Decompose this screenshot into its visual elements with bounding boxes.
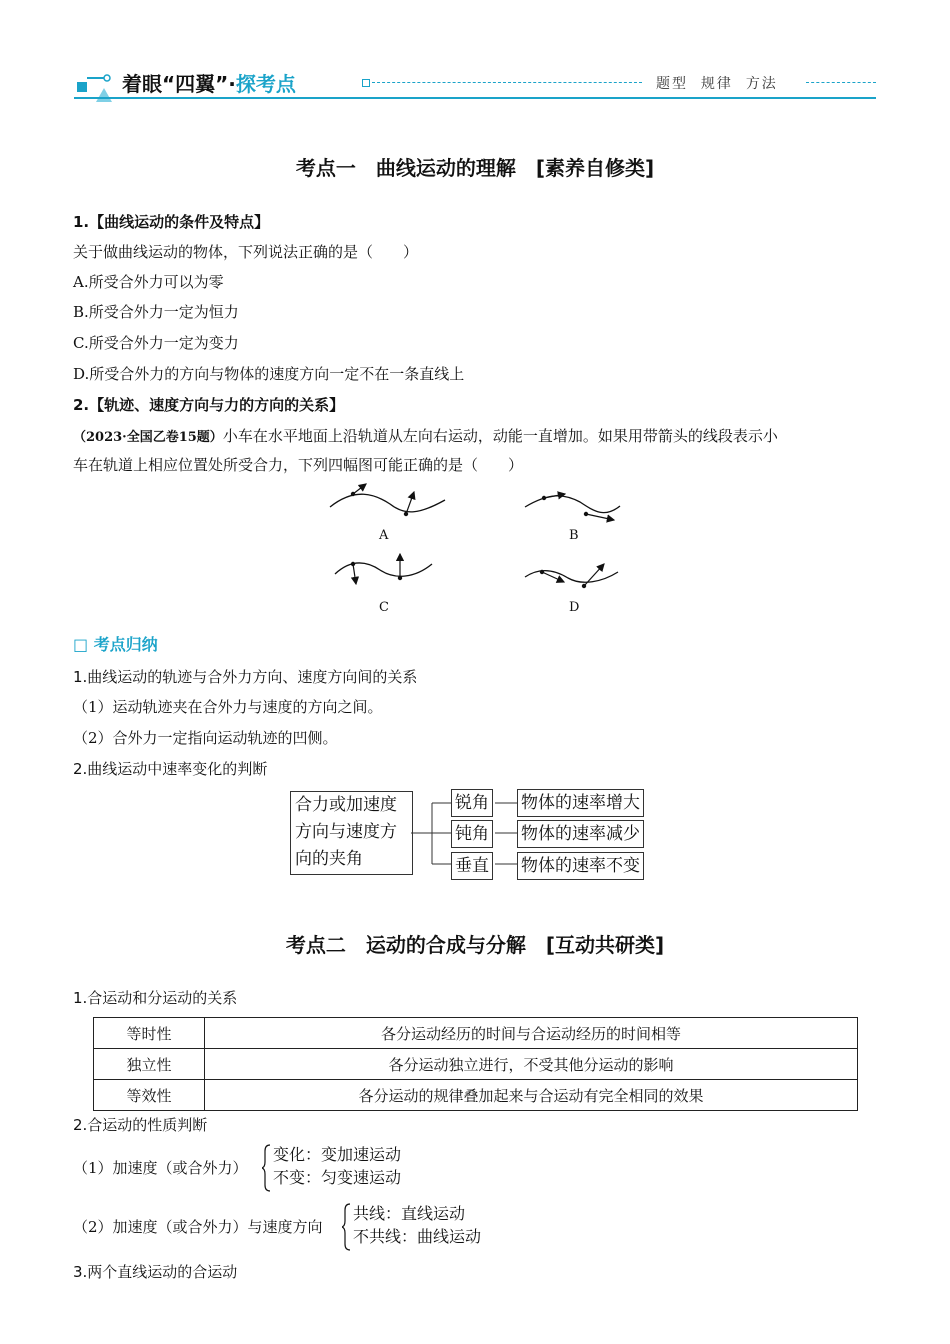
q2-stem-line2: 车在轨道上相应位置处所受合力，下列四幅图可能正确的是（ ） — [73, 456, 524, 474]
flow-result-constant: 物体的速率不变 — [517, 852, 644, 880]
figure-b — [525, 494, 620, 520]
flow-angle-acute: 锐角 — [451, 789, 493, 817]
table-key: 独立性 — [94, 1049, 205, 1080]
item2-case-collinear: 共线：直线运动 — [353, 1204, 466, 1223]
q1-heading: 1.【曲线运动的条件及特点】 — [73, 213, 270, 231]
q2-source: （2023·全国乙卷15题） — [73, 430, 223, 445]
flow-result-increase: 物体的速率增大 — [517, 789, 644, 817]
table-value: 各分运动的规律叠加起来与合运动有完全相同的效果 — [205, 1080, 858, 1111]
flow-angle-obtuse: 钝角 — [451, 820, 493, 848]
flow-angle-right: 垂直 — [451, 852, 493, 880]
section2-p3-heading: 3.两个直线运动的合运动 — [73, 1263, 238, 1281]
summary-p1-item2: （2）合外力一定指向运动轨迹的凹侧。 — [73, 729, 338, 747]
header-logo-icon — [74, 66, 124, 106]
item1-case-change: 变化：变加速运动 — [273, 1145, 402, 1164]
figure-a — [330, 484, 445, 516]
table-value: 各分运动经历的时间与合运动经历的时间相等 — [205, 1018, 858, 1049]
summary-p1-item1: （1）运动轨迹夹在合外力与速度的方向之间。 — [73, 698, 383, 716]
q1-option-d: D.所受合外力的方向与物体的速度方向一定不在一条直线上 — [73, 365, 465, 383]
figure-d — [525, 564, 618, 588]
item1-label: （1）加速度（或合外力） — [73, 1159, 248, 1177]
header-dashed-line — [372, 82, 642, 83]
section2-p1-heading: 1.合运动和分运动的关系 — [73, 989, 238, 1007]
item1-case-constant: 不变：匀变速运动 — [273, 1168, 402, 1187]
section1-title: 考点一 曲线运动的理解 [素养自修类] — [295, 156, 655, 180]
table-row — [94, 1049, 858, 1080]
q2-heading: 2.【轨迹、速度方向与力的方向的关系】 — [73, 396, 345, 414]
figure-c — [335, 554, 432, 584]
table-row — [94, 1018, 858, 1049]
summary-p1-heading: 1.曲线运动的轨迹与合外力方向、速度方向间的关系 — [73, 668, 418, 686]
relation-table — [93, 1017, 858, 1111]
header-tagline: 题型 规律 方法 — [656, 76, 778, 92]
q2-figure — [320, 482, 640, 622]
flow-root-line1: 合力或加速度 — [295, 795, 397, 815]
summary-p2-heading: 2.曲线运动中速率变化的判断 — [73, 760, 268, 778]
figure-label-c: C — [379, 600, 389, 615]
flow-result-decrease: 物体的速率减少 — [517, 820, 644, 848]
header-title: 着眼“四翼”·探考点 — [122, 72, 296, 96]
figure-label-a: A — [379, 528, 389, 543]
table-row — [94, 1080, 858, 1111]
figure-label-b: B — [569, 528, 579, 543]
header-dashed-line-right — [806, 82, 876, 83]
section2-title: 考点二 运动的合成与分解 [互动共研类] — [285, 933, 665, 957]
q1-option-b: B.所受合外力一定为恒力 — [73, 303, 239, 321]
brace-1-icon — [262, 1143, 272, 1193]
flow-root-line2: 方向与速度方 — [295, 822, 397, 842]
q1-option-a: A.所受合外力可以为零 — [73, 273, 224, 291]
header-underline — [74, 97, 876, 99]
section2-p2-heading: 2.合运动的性质判断 — [73, 1116, 208, 1134]
q1-stem: 关于做曲线运动的物体，下列说法正确的是（ ） — [73, 243, 419, 261]
header-square-icon — [362, 79, 370, 87]
item2-case-noncollinear: 不共线：曲线运动 — [353, 1227, 482, 1246]
table-key: 等效性 — [94, 1080, 205, 1111]
table-key: 等时性 — [94, 1018, 205, 1049]
item2-label: （2）加速度（或合外力）与速度方向 — [73, 1218, 323, 1236]
figure-label-d: D — [569, 600, 580, 615]
flow-root-box — [290, 791, 413, 875]
flow-root-line3: 向的夹角 — [295, 849, 363, 869]
summary-heading: □ 考点归纳 — [73, 635, 158, 654]
table-value: 各分运动独立进行，不受其他分运动的影响 — [205, 1049, 858, 1080]
q1-option-c: C.所受合外力一定为变力 — [73, 334, 239, 352]
q2-stem-line1: （2023·全国乙卷15题）小车在水平地面上沿轨道从左向右运动，动能一直增加。如果用带箭头的线段表示小 — [73, 427, 778, 445]
brace-2-icon — [342, 1202, 352, 1252]
